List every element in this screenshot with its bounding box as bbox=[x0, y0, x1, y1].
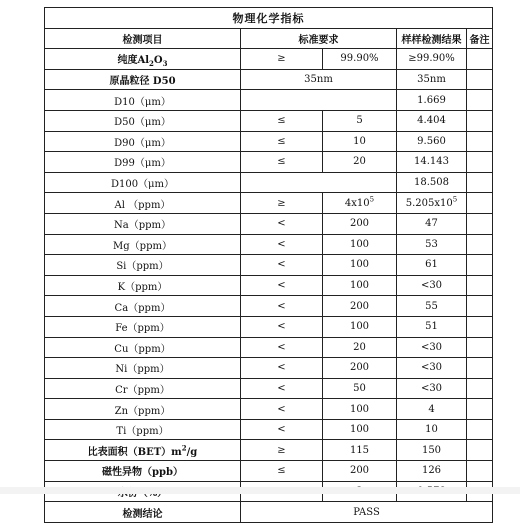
remark-cell bbox=[467, 461, 493, 482]
table-row bbox=[45, 213, 493, 234]
item-cell: D90（μm） bbox=[45, 131, 241, 152]
table-row bbox=[45, 275, 493, 296]
standard-cell: 200 bbox=[323, 296, 397, 317]
remark-cell bbox=[467, 275, 493, 296]
remark-cell bbox=[467, 172, 493, 193]
operator-cell: ≤ bbox=[241, 152, 323, 173]
result-cell: 51 bbox=[397, 316, 467, 337]
result-cell: 18.508 bbox=[397, 172, 467, 193]
standard-cell: 99.90% bbox=[323, 49, 397, 70]
operator-cell: < bbox=[241, 213, 323, 234]
standard-base: 4x10 bbox=[344, 197, 370, 209]
standard-cell bbox=[241, 90, 397, 111]
standard-cell: 100 bbox=[323, 316, 397, 337]
table-row bbox=[45, 378, 493, 399]
item-cell: Mg（ppm） bbox=[45, 234, 241, 255]
result-cell: 150 bbox=[397, 440, 467, 461]
item-middle: O bbox=[153, 55, 163, 67]
item-cell: 磁性异物（ppb） bbox=[45, 461, 241, 482]
standard-cell: 100 bbox=[323, 419, 397, 440]
table-row bbox=[45, 440, 493, 461]
header-remark: 备注 bbox=[467, 28, 493, 49]
result-base: 5.205x10 bbox=[405, 197, 453, 209]
operator-cell: ≥ bbox=[241, 193, 323, 214]
table-row bbox=[45, 316, 493, 337]
standard-cell: 20 bbox=[323, 337, 397, 358]
item-cell: Ti（ppm） bbox=[45, 419, 241, 440]
standard-cell: 50 bbox=[323, 378, 397, 399]
item-cell: Ni（ppm） bbox=[45, 358, 241, 379]
standard-cell: 200 bbox=[323, 358, 397, 379]
item-cell bbox=[45, 440, 241, 461]
table-row bbox=[45, 255, 493, 276]
item-cell: D10（μm） bbox=[45, 90, 241, 111]
table-title: 物理化学指标 bbox=[45, 8, 493, 29]
operator-cell: ≤ bbox=[241, 461, 323, 482]
result-cell: <30 bbox=[397, 337, 467, 358]
remark-cell bbox=[467, 419, 493, 440]
item-cell: Zn（ppm） bbox=[45, 399, 241, 420]
result-cell: 53 bbox=[397, 234, 467, 255]
result-cell: 9.560 bbox=[397, 131, 467, 152]
result-cell: 55 bbox=[397, 296, 467, 317]
remark-cell bbox=[467, 152, 493, 173]
table-row bbox=[45, 461, 493, 482]
standard-cell: 20 bbox=[323, 152, 397, 173]
remark-cell bbox=[467, 90, 493, 111]
remark-cell bbox=[467, 255, 493, 276]
standard-exponent: 5 bbox=[369, 195, 375, 204]
result-cell: <30 bbox=[397, 378, 467, 399]
operator-cell: < bbox=[241, 399, 323, 420]
result-exponent: 5 bbox=[452, 195, 458, 204]
operator-cell: ≤ bbox=[241, 110, 323, 131]
item-cell: Na（ppm） bbox=[45, 213, 241, 234]
result-cell: 10 bbox=[397, 419, 467, 440]
operator-cell: < bbox=[241, 275, 323, 296]
table-row bbox=[45, 337, 493, 358]
remark-cell bbox=[467, 316, 493, 337]
result-cell: ≥99.90% bbox=[397, 49, 467, 70]
table-header-row bbox=[45, 28, 493, 49]
header-item: 检测项目 bbox=[45, 28, 241, 49]
result-cell: 47 bbox=[397, 213, 467, 234]
result-cell bbox=[397, 193, 467, 214]
remark-cell bbox=[467, 337, 493, 358]
conclusion-row bbox=[45, 502, 493, 523]
operator-cell: ≥ bbox=[241, 440, 323, 461]
result-cell: 4 bbox=[397, 399, 467, 420]
item-cell: Si（ppm） bbox=[45, 255, 241, 276]
item-cell: Fe（ppm） bbox=[45, 316, 241, 337]
standard-cell: 5 bbox=[323, 110, 397, 131]
result-cell: 126 bbox=[397, 461, 467, 482]
table-row bbox=[45, 90, 493, 111]
item-cell: Al （ppm） bbox=[45, 193, 241, 214]
standard-cell: 200 bbox=[323, 213, 397, 234]
remark-cell bbox=[467, 399, 493, 420]
item-cell: D100（μm） bbox=[45, 172, 241, 193]
result-cell: <30 bbox=[397, 358, 467, 379]
item-cell: D50（μm） bbox=[45, 110, 241, 131]
table-row bbox=[45, 358, 493, 379]
spec-table bbox=[44, 7, 493, 523]
operator-cell: < bbox=[241, 255, 323, 276]
standard-cell: 35nm bbox=[241, 69, 397, 90]
remark-cell bbox=[467, 131, 493, 152]
table-title-row bbox=[45, 8, 493, 29]
item-subscript-1: 2 bbox=[149, 59, 154, 69]
remark-cell bbox=[467, 49, 493, 70]
table-row bbox=[45, 131, 493, 152]
conclusion-label: 检测结论 bbox=[45, 502, 241, 523]
remark-cell bbox=[467, 378, 493, 399]
item-subscript-2: 3 bbox=[162, 59, 168, 69]
table-row bbox=[45, 69, 493, 90]
standard-cell: 100 bbox=[323, 275, 397, 296]
operator-cell: ≤ bbox=[241, 131, 323, 152]
table-row bbox=[45, 419, 493, 440]
operator-cell: < bbox=[241, 337, 323, 358]
table-row bbox=[45, 193, 493, 214]
bottom-band bbox=[0, 487, 520, 494]
operator-cell: < bbox=[241, 296, 323, 317]
table-row bbox=[45, 152, 493, 173]
result-cell: 4.404 bbox=[397, 110, 467, 131]
table-row bbox=[45, 234, 493, 255]
item-prefix: 比表面积（BET）m bbox=[87, 446, 182, 458]
item-suffix: /g bbox=[186, 446, 198, 458]
result-cell: 14.143 bbox=[397, 152, 467, 173]
operator-cell: ≥ bbox=[241, 49, 323, 70]
item-cell: 原晶粒径 D50 bbox=[45, 69, 241, 90]
item-superscript: 2 bbox=[181, 443, 187, 453]
remark-cell bbox=[467, 296, 493, 317]
standard-cell: 10 bbox=[323, 131, 397, 152]
remark-cell bbox=[467, 193, 493, 214]
standard-cell: 100 bbox=[323, 234, 397, 255]
item-cell: Cr（ppm） bbox=[45, 378, 241, 399]
header-requirement: 标准要求 bbox=[241, 28, 397, 49]
result-cell: <30 bbox=[397, 275, 467, 296]
operator-cell: < bbox=[241, 419, 323, 440]
standard-cell: 100 bbox=[323, 399, 397, 420]
remark-cell bbox=[467, 69, 493, 90]
operator-cell: < bbox=[241, 234, 323, 255]
operator-cell: < bbox=[241, 378, 323, 399]
remark-cell bbox=[467, 234, 493, 255]
table-row bbox=[45, 399, 493, 420]
standard-cell: 100 bbox=[323, 255, 397, 276]
header-result: 样样检测结果 bbox=[397, 28, 467, 49]
remark-cell bbox=[467, 358, 493, 379]
standard-cell: 115 bbox=[323, 440, 397, 461]
operator-cell: < bbox=[241, 358, 323, 379]
conclusion-value: PASS bbox=[241, 502, 493, 523]
standard-cell bbox=[323, 193, 397, 214]
table-row bbox=[45, 296, 493, 317]
result-cell: 35nm bbox=[397, 69, 467, 90]
item-prefix: 纯度Al bbox=[117, 55, 150, 67]
result-cell: 61 bbox=[397, 255, 467, 276]
item-cell: Ca（ppm） bbox=[45, 296, 241, 317]
standard-cell: 200 bbox=[323, 461, 397, 482]
remark-cell bbox=[467, 213, 493, 234]
item-cell bbox=[45, 49, 241, 70]
result-cell: 1.669 bbox=[397, 90, 467, 111]
table-row bbox=[45, 49, 493, 70]
table-row bbox=[45, 110, 493, 131]
standard-cell bbox=[241, 172, 397, 193]
item-cell: K（ppm） bbox=[45, 275, 241, 296]
item-cell: D99（μm） bbox=[45, 152, 241, 173]
table-row bbox=[45, 172, 493, 193]
remark-cell bbox=[467, 440, 493, 461]
operator-cell: < bbox=[241, 316, 323, 337]
item-cell: Cu（ppm） bbox=[45, 337, 241, 358]
remark-cell bbox=[467, 110, 493, 131]
